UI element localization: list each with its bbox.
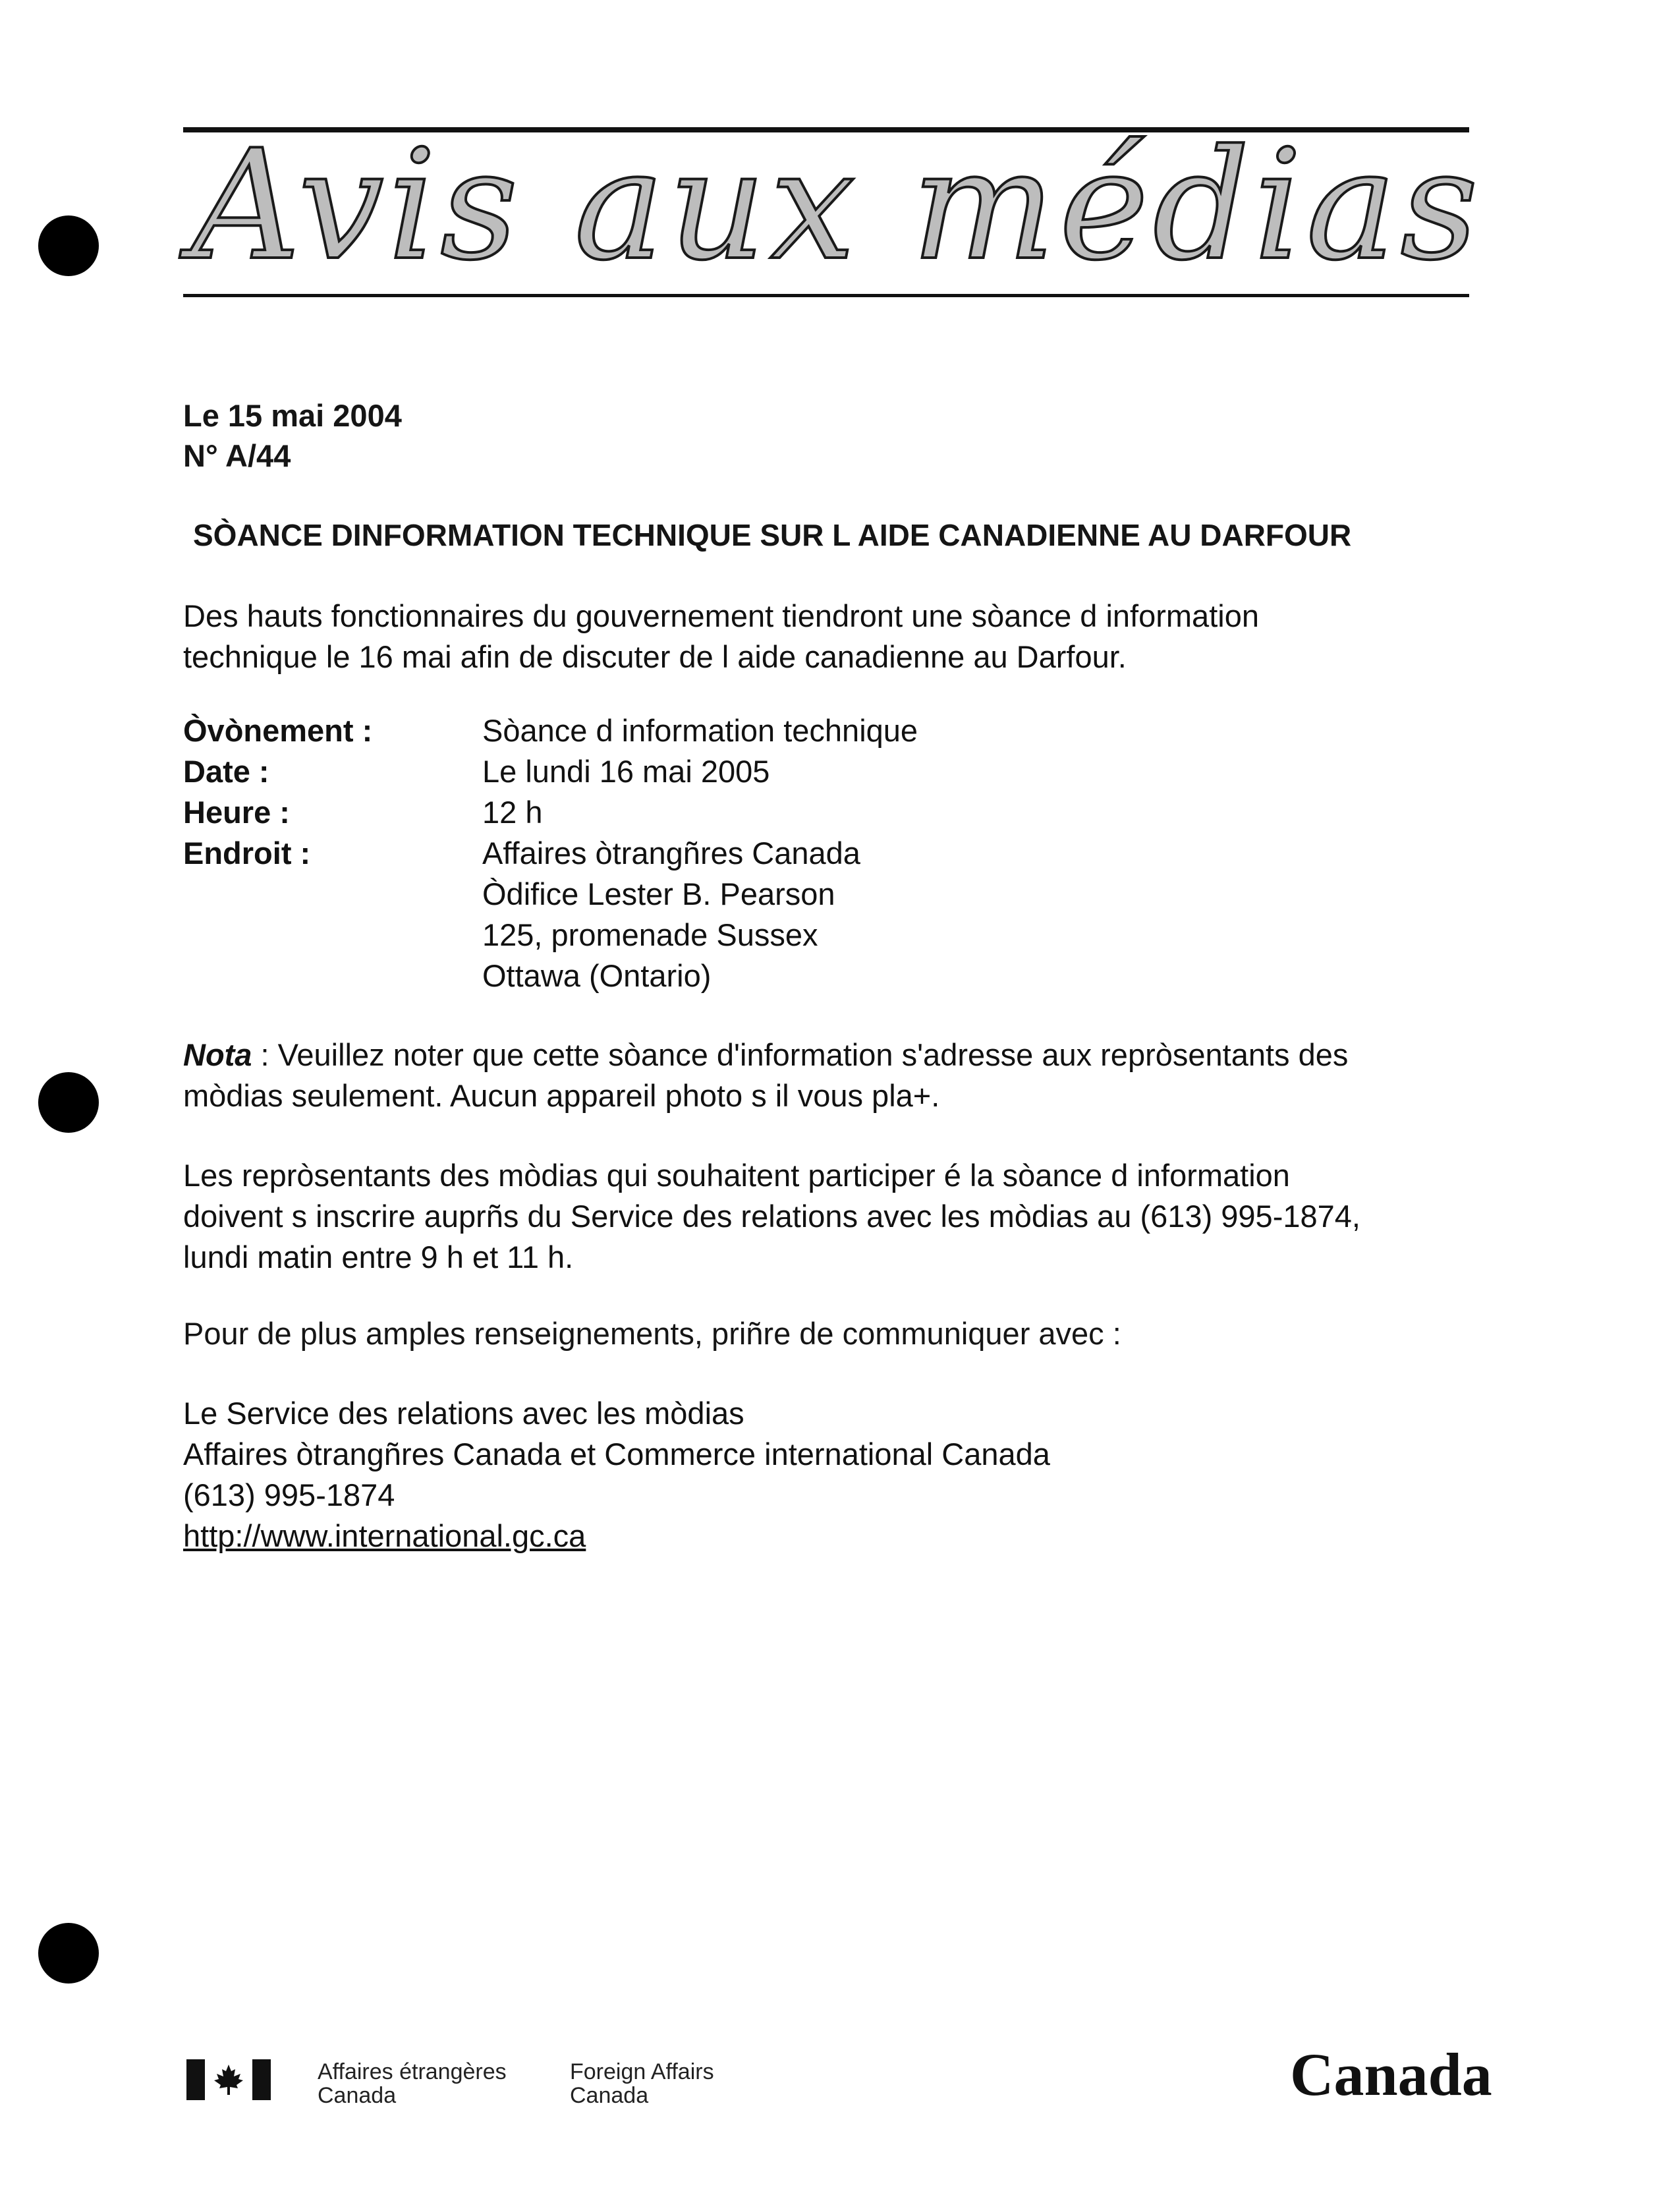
footer-en-line2: Canada [570,2083,649,2108]
address-line: Òdifice Lester B. Pearson [482,876,835,911]
detail-label: Endroit : [183,836,311,871]
address-line: 125, promenade Sussex [482,917,818,952]
header-rule-bottom [183,294,1469,297]
nota-label: Nota [183,1037,252,1072]
contact-phone: (613) 995-1874 [183,1477,395,1512]
contact-url-link[interactable]: http://www.international.gc.ca [183,1518,586,1553]
address-line: Ottawa (Ontario) [482,958,712,993]
intro-line: Des hauts fonctionnaires du gouvernement tiendront une sòance d information [183,598,1259,633]
detail-value: Affaires òtrangñres Canada [482,836,860,871]
banner-title: Avis aux médias [191,118,1482,294]
punch-hole-middle [38,1072,99,1133]
contact-block [183,1393,1050,1556]
detail-row-event [183,710,918,751]
detail-row-date [183,751,918,792]
detail-row-place [183,833,918,874]
intro-line: technique le 16 mai afin de discuter de l aide canadienne au Darfour. [183,639,1127,674]
nota-paragraph [183,1035,1348,1116]
detail-label: Heure : [183,795,290,830]
headline: SÒANCE DINFORMATION TECHNIQUE SUR L AIDE CANADIENNE AU DARFOUR [193,518,1352,552]
nota-line [183,1035,1348,1075]
detail-label: Òvònement : [183,713,373,748]
footer-en-line1: Foreign Affairs [570,2059,714,2084]
footer-fr-line2: Canada [318,2083,397,2108]
detail-value: Le lundi 16 mai 2005 [482,754,770,789]
registration-line: Les repròsentants des mòdias qui souhaitent participer é la sòance d information [183,1158,1290,1193]
detail-value: Sòance d information technique [482,713,918,748]
detail-label: Date : [183,754,269,789]
intro-paragraph [183,596,1259,677]
detail-row-time [183,792,918,833]
canada-flag-icon [186,2059,271,2100]
event-details [183,710,918,996]
release-number: N° A/44 [183,438,291,473]
registration-line: lundi matin entre 9 h et 11 h. [183,1240,574,1274]
canada-wordmark: Canada [1290,2041,1492,2108]
nota-line: mòdias seulement. Aucun appareil photo s il vous pla+. [183,1078,940,1113]
footer-fr-line1: Affaires étrangères [318,2059,507,2084]
release-date: Le 15 mai 2004 [183,398,402,433]
contact-service: Le Service des relations avec les mòdias [183,1396,744,1431]
contact-department: Affaires òtrangñres Canada et Commerce international Canada [183,1437,1050,1471]
registration-paragraph [183,1155,1360,1278]
registration-line: doivent s inscrire auprñs du Service des relations avec les mòdias au (613) 995-1874, [183,1199,1360,1234]
nota-text: : Veuillez noter que cette sòance d'information s'adresse aux repròsentants des [252,1037,1349,1072]
contact-intro: Pour de plus amples renseignements, priñre de communiquer avec : [183,1316,1121,1351]
punch-hole-bottom [38,1923,99,1984]
detail-value: 12 h [482,795,543,830]
punch-hole-top [38,215,99,276]
